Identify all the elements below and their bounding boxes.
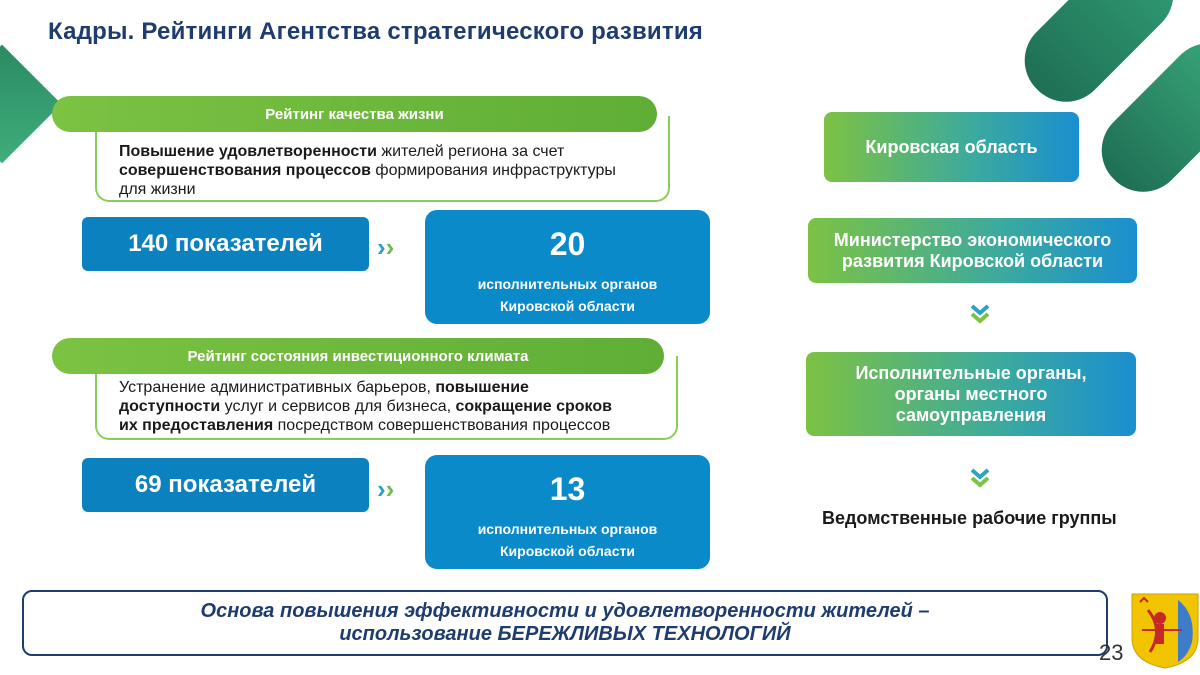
rating2-text-bold: сокращение сроков bbox=[455, 398, 612, 415]
rating2-agencies-label: исполнительных органов bbox=[477, 521, 658, 537]
rating1-agencies-label: Кировской области bbox=[500, 298, 635, 314]
double-chevron-down-icon bbox=[966, 464, 994, 492]
decorative-diamond bbox=[0, 45, 61, 164]
rating2-text-bold: повышение bbox=[435, 379, 529, 396]
rating2-count: 69 показателей bbox=[82, 458, 369, 512]
rating2-agencies-box bbox=[425, 455, 710, 569]
rating2-text: посредством совершенствования процессов bbox=[273, 417, 611, 434]
rating1-text: формирования инфраструктуры bbox=[370, 162, 616, 179]
ministry-label: развития Кировской области bbox=[841, 250, 1104, 271]
double-chevron-right-icon: ›› bbox=[377, 232, 395, 262]
ministry-box bbox=[808, 218, 1137, 283]
rating2-text: услуг и сервисов для бизнеса, bbox=[220, 398, 456, 415]
rating2-text: Устранение административных барьеров, bbox=[119, 379, 436, 396]
double-chevron-down-icon bbox=[966, 300, 994, 328]
working-groups-caption: Ведомственные рабочие группы bbox=[822, 508, 1117, 528]
executive-bodies-label: органы местного bbox=[894, 383, 1048, 404]
executive-bodies-label: Исполнительные органы, bbox=[855, 362, 1087, 383]
rating1-count: 140 показателей bbox=[82, 217, 369, 271]
page-number: 23 bbox=[1099, 640, 1124, 665]
double-chevron-right-icon: ›› bbox=[377, 474, 395, 504]
rating2-text-bold: доступности bbox=[119, 398, 221, 415]
rating1-text: для жизни bbox=[119, 181, 196, 198]
executive-bodies-label: самоуправления bbox=[895, 404, 1047, 425]
rating1-agencies-number: 20 bbox=[549, 226, 586, 262]
rating2-agencies-number: 13 bbox=[549, 471, 586, 507]
region-box: Кировская область bbox=[824, 112, 1079, 182]
banner-line: Основа повышения эффективности и удовлетворенности жителей – bbox=[200, 600, 930, 622]
page-title: Кадры. Рейтинги Агентства стратегического развития bbox=[48, 18, 703, 45]
coat-of-arms-icon bbox=[1130, 590, 1200, 670]
rating1-tab: Рейтинг качества жизни bbox=[52, 96, 657, 132]
executive-bodies-box bbox=[806, 352, 1136, 436]
rating2-tab: Рейтинг состояния инвестиционного климата bbox=[52, 338, 664, 374]
banner-line: использование БЕРЕЖЛИВЫХ ТЕХНОЛОГИЙ bbox=[339, 623, 791, 645]
rating1-agencies-label: исполнительных органов bbox=[477, 276, 658, 292]
ministry-label: Министерство экономического bbox=[833, 229, 1112, 250]
bottom-banner bbox=[22, 590, 1108, 656]
rating2-agencies-label: Кировской области bbox=[500, 543, 635, 559]
rating2-text-bold: их предоставления bbox=[119, 417, 274, 434]
rating1-text: жителей региона за счет bbox=[376, 143, 565, 160]
rating1-text-bold: совершенствования процессов bbox=[119, 162, 371, 179]
rating1-agencies-box bbox=[425, 210, 710, 324]
rating1-text-bold: Повышение удовлетворенности bbox=[119, 143, 377, 160]
